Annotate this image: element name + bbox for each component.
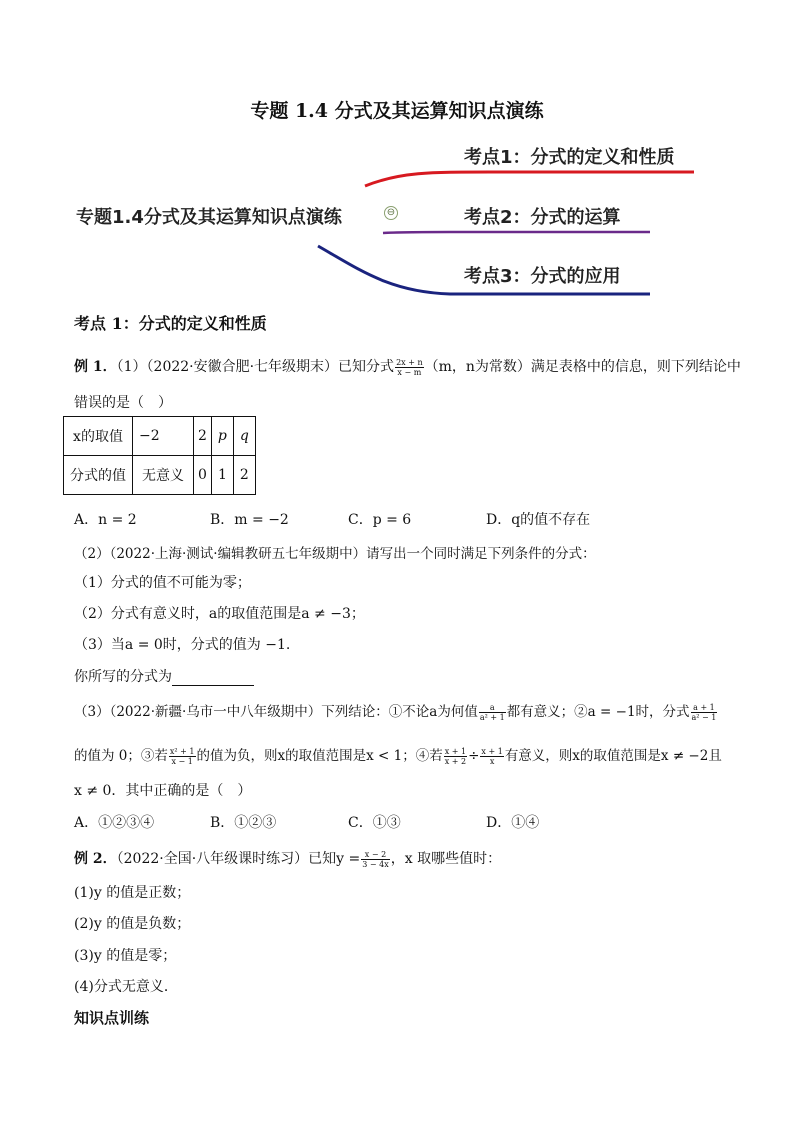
branch-line-2 [383,232,650,233]
ex1-p1-line2: 错误的是（ ） [74,395,172,411]
mindmap-root: 专题1.4分式及其运算知识点演练 [76,207,342,228]
option: D．①④ [486,815,540,831]
mindmap-branch-3: 考点3：分式的应用 [464,266,621,287]
ex1-p3-line1: （3）（2022·新疆·乌市一中八年级期中）下列结论：①不论a为何值 $\frac{a}{\text{a² + 1}}$ 都有意义；②a = −1时，分式 $\frac{a + 1}{\text{a² − 1}}$ [74,703,717,722]
ex1-label: 例 1． [74,359,117,375]
list-item: (3)y 的值是零； [74,948,177,964]
fraction: $\frac{x + 1}{x}$ [481,747,503,766]
table-cell: 2 [194,417,212,456]
fraction: $\frac{x + 1}{x + 2}$ [444,747,467,766]
table-cell: p [211,417,233,456]
table-cell: 0 [194,456,212,495]
fraction: $\frac{\text{x² + 1}}{x - 1}$ [169,747,195,766]
table-cell: 1 [211,456,233,495]
value-table [63,416,256,495]
mindmap-branch-2: 考点2：分式的运算 [464,207,621,228]
fraction: $\frac{a + 1}{\text{a² − 1}}$ [691,703,717,722]
option: B．①②③ [210,815,277,831]
table-cell: 2 [233,456,255,495]
table-cell: 分式的值 [64,456,133,495]
ex1-p2-intro: （2）（2022·上海·测试·编辑教研五七年级期中）请写出一个同时满足下列条件的分式： [74,546,596,562]
ex1-p2-c2: （2）分式有意义时，a的取值范围是a ≠ −3； [74,606,365,622]
ex1-p2-c1: （1）分式的值不可能为零； [74,575,251,591]
ex1-p3-line3: x ≠ 0．其中正确的是（ ） [74,783,252,799]
section-heading: 考点 1：分式的定义和性质 [74,314,267,333]
branch-line-1 [365,172,694,186]
training-heading: 知识点训练 [74,1009,150,1027]
option: A．n = 2 [74,512,137,528]
list-item: (2)y 的值是负数； [74,916,191,932]
list-item: (4)分式无意义． [74,979,178,995]
list-item: (1)y 的值是正数； [74,885,191,901]
mindmap-branch-1: 考点1：分式的定义和性质 [464,147,675,168]
ex1-p1: 例 1．（1）（2022·安徽合肥·七年级期末）已知分式 $\frac{2x + n}{x - m}$ （m，n为常数）满足表格中的信息，则下列结论中 [74,357,741,377]
option: B．m = −2 [210,512,289,528]
table-cell: q [233,417,255,456]
option: C．①③ [348,815,401,831]
ex2-label: 例 2． [74,851,117,867]
table-cell: −2 [133,417,194,456]
table-row [64,417,256,456]
ex1-p3-line2: 的值为 0；③若 $\frac{\text{x² + 1}}{x - 1}$ 的值为负，则x的取值范围是x < 1；④若 $\frac{x + 1}{x + 2}$ ÷ $\frac{x + 1}{x}$ 有意义，则x的取值范围是x ≠ −2且 [74,747,722,766]
collapse-icon[interactable]: ⊖ [384,206,398,220]
option: C．p = 6 [348,512,412,528]
page-title: 专题 1.4 分式及其运算知识点演练 [250,100,544,122]
table-cell: x的取值 [64,417,133,456]
answer-blank[interactable] [172,671,254,686]
table-cell: 无意义 [133,456,194,495]
option: A．①②③④ [74,815,155,831]
fraction: $\frac{x - 2}{3 - 4x}$ [362,849,389,869]
option: D．q的值不存在 [486,512,591,528]
ex2-intro: 例 2．（2022·全国·八年级课时练习）已知y = $\frac{x - 2}{3 - 4x}$ ，x 取哪些值时： [74,849,502,869]
fraction: $\frac{a}{\text{a² + 1}}$ [479,703,505,722]
ex1-p2-answer: 你所写的分式为 [74,666,254,686]
fraction: $\frac{2x + n}{x - m}$ [396,357,423,377]
ex1-p2-c3: （3）当a = 0时，分式的值为 −1. [74,637,291,653]
table-row [64,456,256,495]
